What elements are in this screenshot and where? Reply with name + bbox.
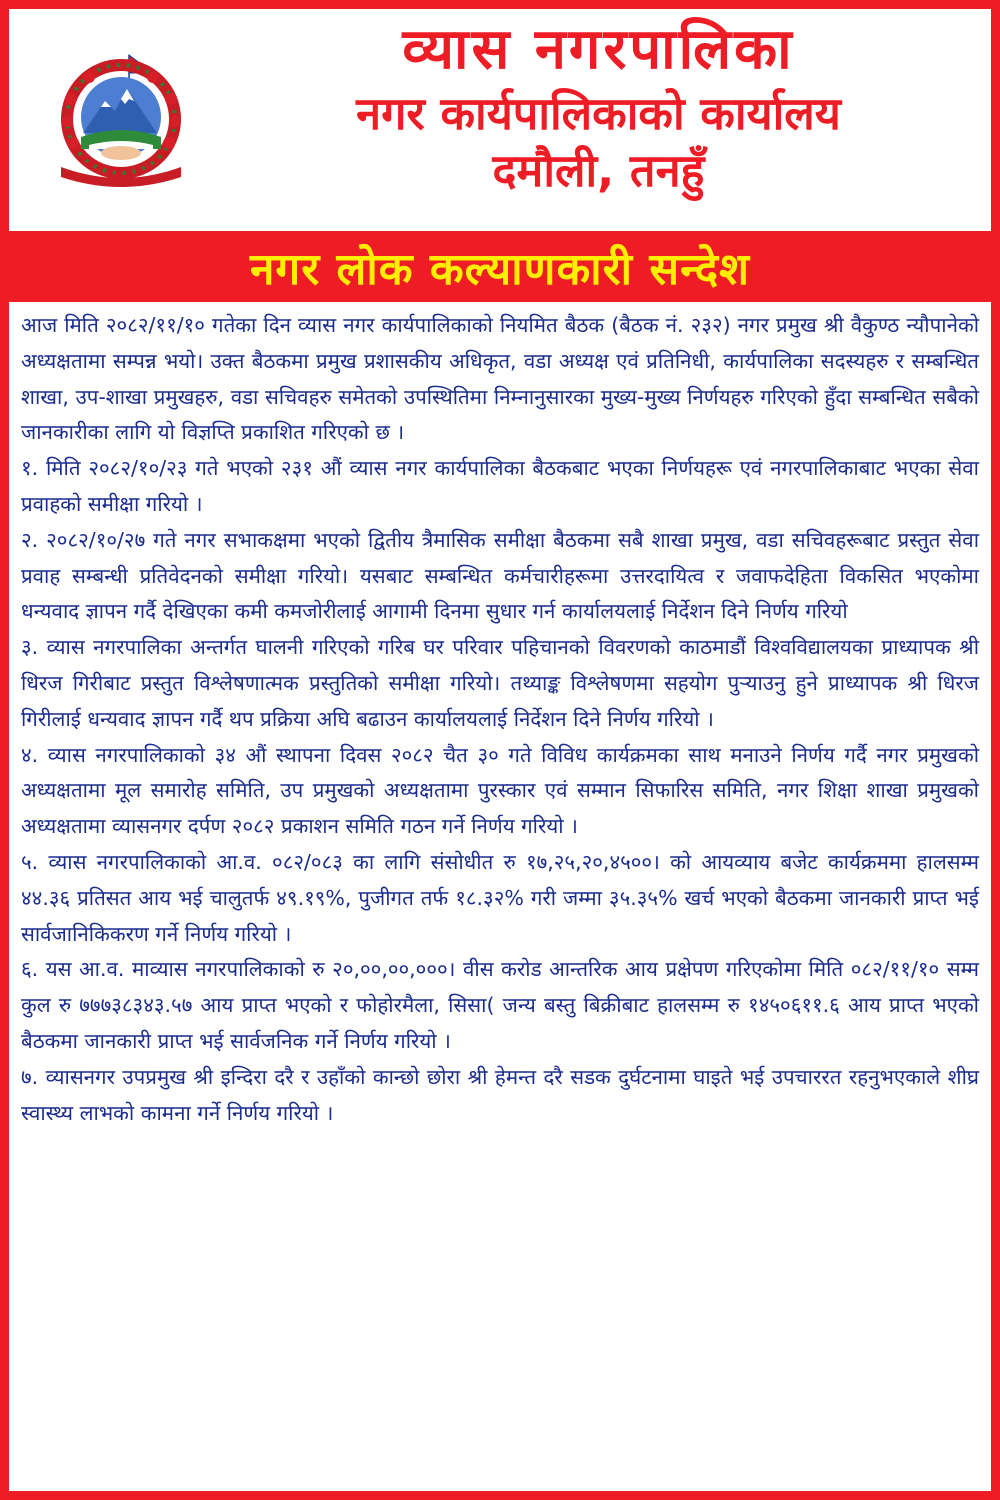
- decision-item-3: ३. व्यास नगरपालिका अन्तर्गत घालनी गरिएको गरिब घर परिवार पहिचानको विवरणको काठमाडौं विश्वविद्यालयका प्राध्यापक श्री धिरज गिरीबाट प्रस्तुत विश्लेषणात्मक प्रस्तुतिको समीक्षा गरियो। तथ्याङ्क विश्लेषणमा सहयोग पुर्‍याउनु हुने प्राध्यापक श्री धिरज गिरीलाई धन्यवाद ज्ञापन गर्दै थप प्रक्रिया अघि बढाउन कार्यालयलाई निर्देशन दिने निर्णय गरियो ।: [21, 635, 979, 731]
- notice-banner: नगर लोक कल्याणकारी सन्देश: [9, 238, 991, 302]
- header-titles: [214, 11, 983, 198]
- location: दमौली, तनहुँ: [492, 144, 705, 198]
- decision-item-2: २. २०८२/१०/२७ गते नगर सभाकक्षमा भएको द्वितीय त्रैमासिक समीक्षा बैठकमा सबै शाखा प्रमुख, वडा सचिवहरूबाट प्रस्तुत सेवा प्रवाह सम्बन्धी प्रतिवेदनको समीक्षा गरियो। यसबाट सम्बन्धित कर्मचारीहरूमा उत्तरदायित्व र जवाफदेहिता विकसित भएकोमा धन्यवाद ज्ञापन गर्दै देखिएका कमी कमजोरीलाई आगामी दिनमा सुधार गर्न कार्यालयलाई निर्देशन दिने निर्णय गरियो: [21, 527, 979, 624]
- nepal-government-emblem-icon: [31, 49, 211, 189]
- decision-item-4: ४. व्यास नगरपालिकाको ३४ औं स्थापना दिवस २०८२ चैत ३० गते विविध कार्यक्रमका साथ मनाउने निर्णय गर्दै नगर प्रमुखको अध्यक्षतामा मूल समारोह समिति, उप प्रमुखको अध्यक्षतामा पुरस्कार एवं सम्मान सिफारिस समिति, नगर शिक्षा शाखा प्रमुखको अध्यक्षतामा व्यासनगर दर्पण २०८२ प्रकाशन समिति गठन गर्ने निर्णय गरियो ।: [21, 742, 979, 839]
- intro-paragraph: आज मिति २०८२/११/१० गतेका दिन व्यास नगर कार्यपालिकाको नियमित बैठक (बैठक नं. २३२) नगर प्रमुख श्री वैकुण्ठ न्यौपानेको अध्यक्षतामा सम्पन्न भयो। उक्त बैठकमा प्रमुख प्रशासकीय अधिकृत, वडा अध्यक्ष एवं प्रतिनिधी, कार्यपालिका सदस्यहरु र सम्बन्धित शाखा, उप-शाखा प्रमुखहरु, वडा सचिवहरु समेतको उपस्थितिमा निम्नानुसारका मुख्य-मुख्य निर्णयहरु गरिएको हुँदा सम्बन्धित सबैको जानकारीका लागि यो विज्ञप्ति प्रकाशित गरिएको छ ।: [21, 313, 979, 445]
- notice-body: [9, 302, 991, 1131]
- decision-item-6: ६. यस आ.व. माव्यास नगरपालिकाको रु २०,००,००,०००। वीस करोड आन्तरिक आय प्रक्षेपण गरिएकोमा मिति ०८२/११/१० सम्म कुल रु ७७७३८३४३.५७ आय प्राप्त भएको र फोहोरमैला, सिसा( जन्य बस्तु बिक्रीबाट हालसम्म रु १४५०६११.६ आय प्राप्त भएको बैठकमा जानकारी प्राप्त भई सार्वजनिक गर्ने निर्णय गरियो ।: [21, 957, 979, 1053]
- decision-item-1: १. मिति २०८२/१०/२३ गते भएको २३१ औं व्यास नगर कार्यपालिका बैठकबाट भएका निर्णयहरू एवं नगरपालिकाबाट भएका सेवा प्रवाहको समीक्षा गरियो ।: [21, 456, 979, 516]
- header: [9, 9, 991, 238]
- municipality-name: व्यास नगरपालिका: [402, 17, 795, 82]
- decision-item-7: ७. व्यासनगर उपप्रमुख श्री इन्दिरा दरै र उहाँको कान्छो छोरा श्री हेमन्त दरै सडक दुर्घटनामा घाइते भई उपचाररत रहनुभएकाले शीघ्र स्वास्थ्य लाभको कामना गर्ने निर्णय गरियो ।: [21, 1064, 979, 1125]
- decision-item-5: ५. व्यास नगरपालिकाको आ.व. ०८२/०८३ का लागि संसोधीत रु १७,२५,२०,४५००। को आयव्याय बजेट कार्यक्रममा हालसम्म ४४.३६ प्रतिसत आय भई चालुतर्फ ४९.१९%, पुजीगत तर्फ १८.३२% गरी जम्मा ३५.३५% खर्च भएको बैठकमा जानकारी प्राप्त भई सार्वजानिकिकरण गर्ने निर्णय गरियो ।: [21, 849, 979, 946]
- office-name: नगर कार्यपालिकाको कार्यालय: [356, 86, 841, 140]
